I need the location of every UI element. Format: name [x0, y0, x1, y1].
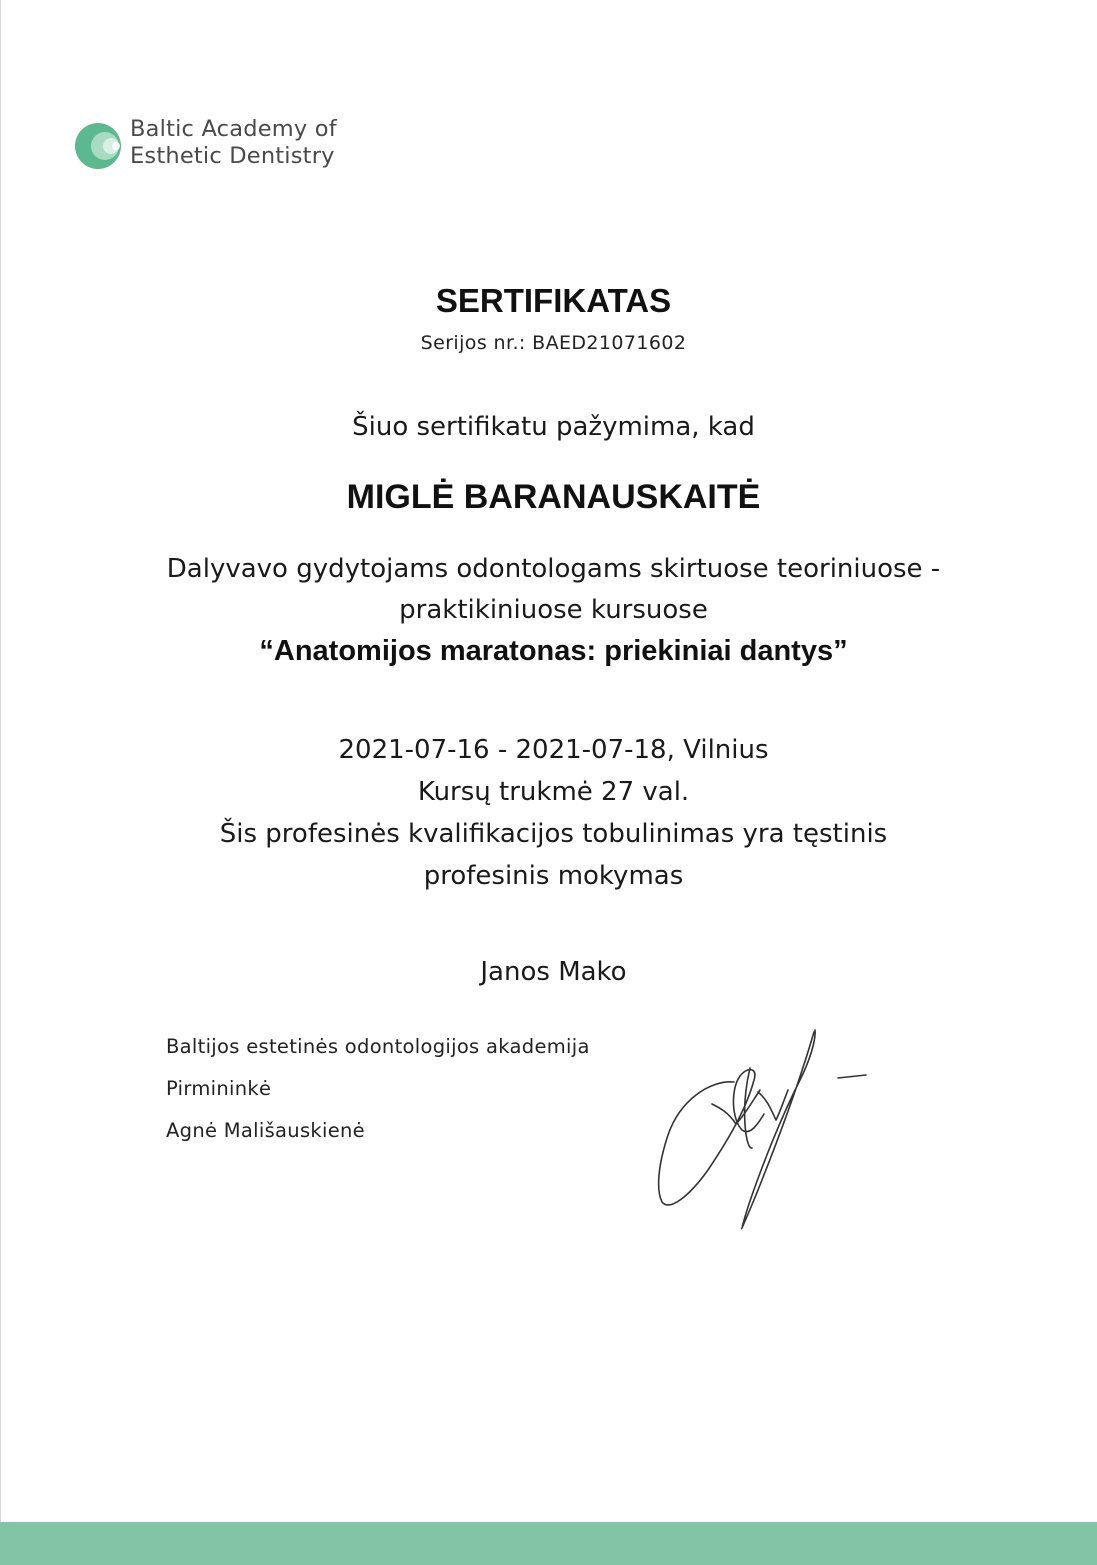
lecturer-name: Janos Mako: [480, 957, 627, 987]
signatory-block: [166, 1026, 590, 1152]
serial-number: Serijos nr.: BAED21071602: [420, 332, 687, 354]
course-details: [5, 729, 1097, 897]
course-title: “Anatomijos maratonas: priekiniai dantys”: [259, 635, 848, 667]
course-duration: Kursų trukmė 27 val.: [417, 777, 690, 807]
academy-logo-text: [130, 116, 337, 170]
signatory-role: Pirmininkė: [166, 1077, 272, 1100]
recipient-name: MIGLĖ BARANAUSKAITĖ: [346, 478, 761, 516]
course-dates: 2021-07-16 - 2021-07-18, Vilnius: [338, 735, 769, 765]
page-edge: [0, 0, 1, 1565]
course-note-line-1: Šis profesinės kvalifikacijos tobulinimas yra tęstinis: [219, 819, 888, 849]
course-description-line-2: praktikiniuose kursuose: [399, 595, 708, 625]
handwritten-signature: [650, 1020, 880, 1240]
course-description: [5, 549, 1097, 631]
certificate-title: SERTIFIKATAS: [435, 282, 672, 319]
course-description-line-1: Dalyvavo gydytojams odontologams skirtuose teoriniuose -: [166, 554, 941, 584]
course-note-line-2: profesinis mokymas: [423, 861, 684, 891]
academy-logo: [75, 116, 395, 176]
certificate-intro: Šiuo sertifikatu pažymima, kad: [352, 412, 755, 442]
signatory-name: Agnė Mališauskienė: [166, 1119, 365, 1142]
footer-bar: [0, 1522, 1097, 1565]
academy-logo-line-2: Esthetic Dentistry: [130, 143, 335, 169]
academy-logo-icon: [75, 121, 125, 171]
signatory-organization: Baltijos estetinės odontologijos akademija: [166, 1035, 590, 1058]
academy-logo-line-1: Baltic Academy of: [130, 116, 337, 142]
